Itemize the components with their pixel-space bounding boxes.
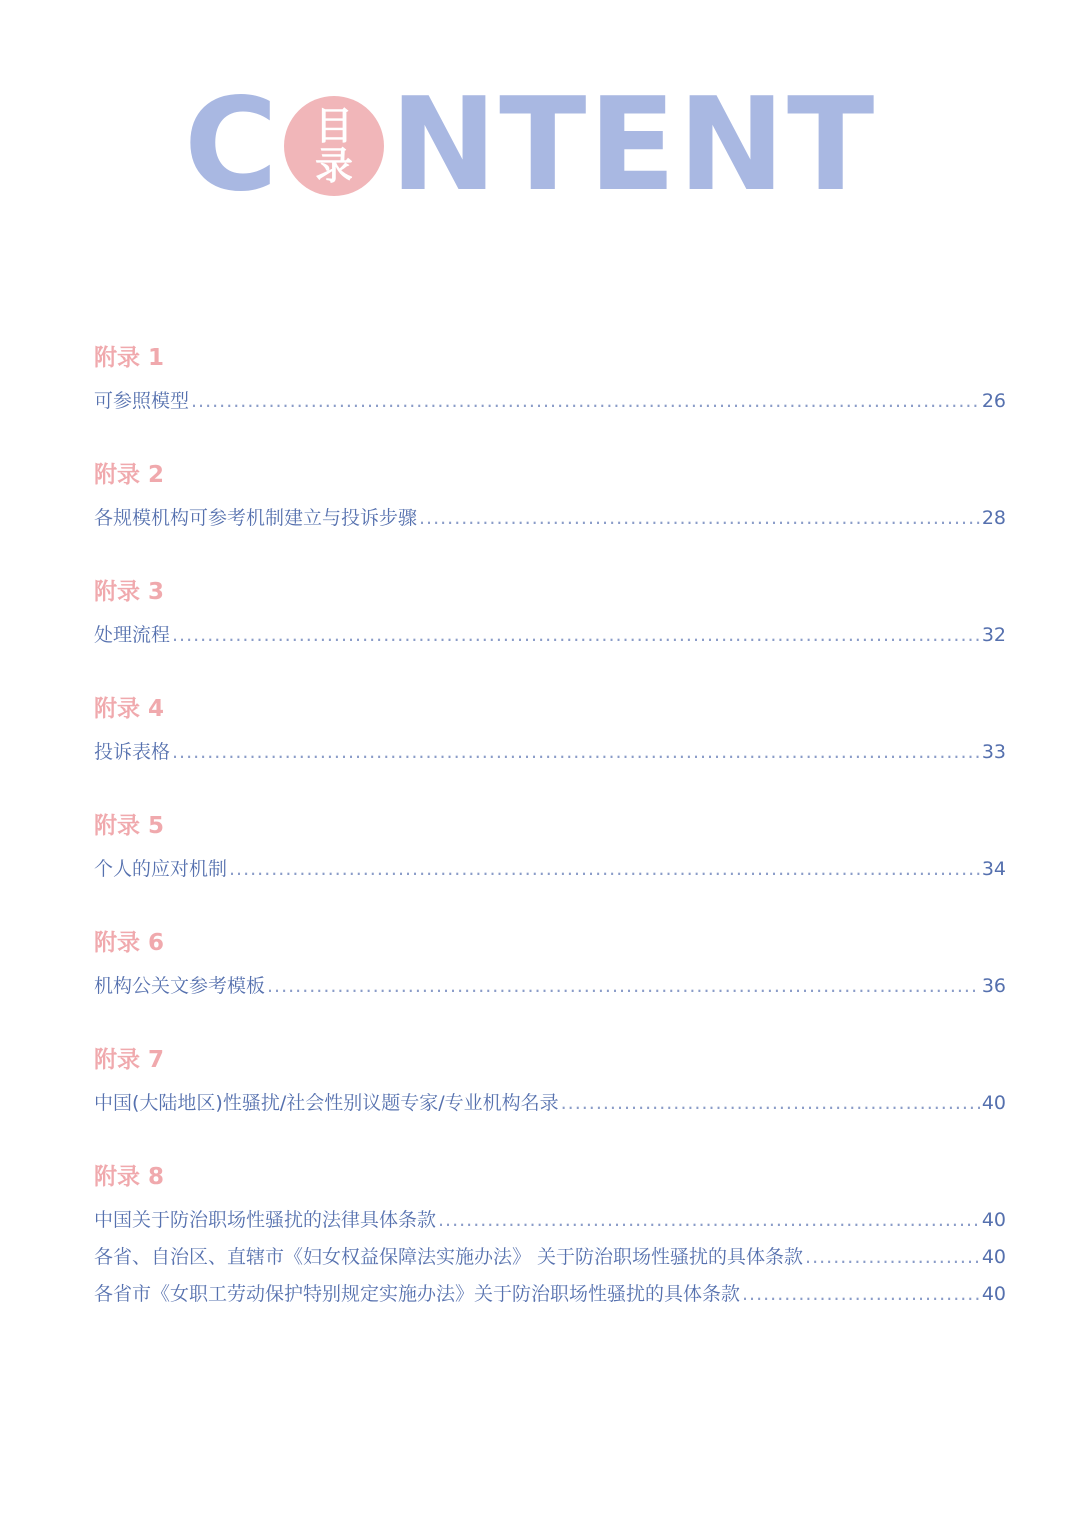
entry-page-number: 34: [981, 858, 1006, 880]
entry-label: 中国(大陆地区)性骚扰/社会性别议题专家/专业机构名录: [94, 1092, 559, 1114]
dot-leader: [805, 1239, 980, 1276]
toc-entry[interactable]: [94, 617, 1006, 654]
section-title: 附录 5: [94, 813, 165, 839]
section-title: 附录 3: [94, 579, 165, 605]
appendix-section-5: [94, 808, 1006, 888]
appendix-section-8: [94, 1159, 1006, 1313]
badge-char-top: 目: [314, 104, 353, 148]
toc-entry[interactable]: [94, 1276, 1006, 1313]
section-title: 附录 2: [94, 462, 165, 488]
toc-entry[interactable]: [94, 383, 1006, 420]
entry-label: 处理流程: [94, 624, 171, 646]
section-title: 附录 7: [94, 1047, 165, 1073]
toc-entry[interactable]: [94, 968, 1006, 1005]
toc-entry[interactable]: [94, 1085, 1006, 1122]
entry-page-number: 33: [981, 741, 1006, 763]
content-header: [184, 71, 904, 220]
entry-label: 个人的应对机制: [94, 858, 228, 880]
entry-page-number: 36: [981, 975, 1006, 997]
entry-label: 投诉表格: [94, 741, 171, 763]
appendix-section-2: [94, 457, 1006, 537]
toc-entry[interactable]: [94, 500, 1006, 537]
dot-leader: [172, 617, 980, 654]
toc-entry[interactable]: [94, 1202, 1006, 1239]
appendix-section-6: [94, 925, 1006, 1005]
toc-entry[interactable]: [94, 1239, 1006, 1276]
header-letters-ntent: NTENT: [390, 71, 877, 220]
dot-leader: [438, 1202, 980, 1239]
dot-leader: [191, 383, 980, 420]
entry-label: 各规模机构可参考机制建立与投诉步骤: [94, 507, 418, 529]
appendix-section-4: [94, 691, 1006, 771]
entry-page-number: 40: [981, 1283, 1006, 1305]
section-title: 附录 6: [94, 930, 165, 956]
table-of-contents: [94, 340, 1006, 1313]
dot-leader: [419, 500, 980, 537]
entry-page-number: 26: [981, 390, 1006, 412]
dot-leader: [267, 968, 980, 1005]
dot-leader: [742, 1276, 980, 1313]
dot-leader: [229, 851, 980, 888]
toc-entry[interactable]: [94, 734, 1006, 771]
entry-label: 中国关于防治职场性骚扰的法律具体条款: [94, 1209, 437, 1231]
entry-label: 可参照模型: [94, 390, 190, 412]
appendix-section-3: [94, 574, 1006, 654]
appendix-section-1: [94, 340, 1006, 420]
dot-leader: [561, 1085, 980, 1122]
entry-page-number: 40: [981, 1092, 1006, 1114]
section-title: 附录 8: [94, 1164, 165, 1190]
entry-label: 机构公关文参考模板: [94, 975, 266, 997]
section-title: 附录 4: [94, 696, 165, 722]
dot-leader: [172, 734, 980, 771]
entry-page-number: 40: [981, 1209, 1006, 1231]
toc-entry[interactable]: [94, 851, 1006, 888]
toc-badge: [284, 96, 384, 196]
entry-page-number: 32: [981, 624, 1006, 646]
appendix-section-7: [94, 1042, 1006, 1122]
entry-page-number: 28: [981, 507, 1006, 529]
entry-page-number: 40: [981, 1246, 1006, 1268]
entry-label: 各省市《女职工劳动保护特别规定实施办法》关于防治职场性骚扰的具体条款: [94, 1283, 741, 1305]
badge-char-bottom: 录: [314, 144, 353, 188]
entry-label: 各省、自治区、直辖市《妇女权益保障法实施办法》 关于防治职场性骚扰的具体条款: [94, 1246, 804, 1268]
header-letter-c: C: [184, 71, 280, 220]
section-title: 附录 1: [94, 345, 165, 371]
